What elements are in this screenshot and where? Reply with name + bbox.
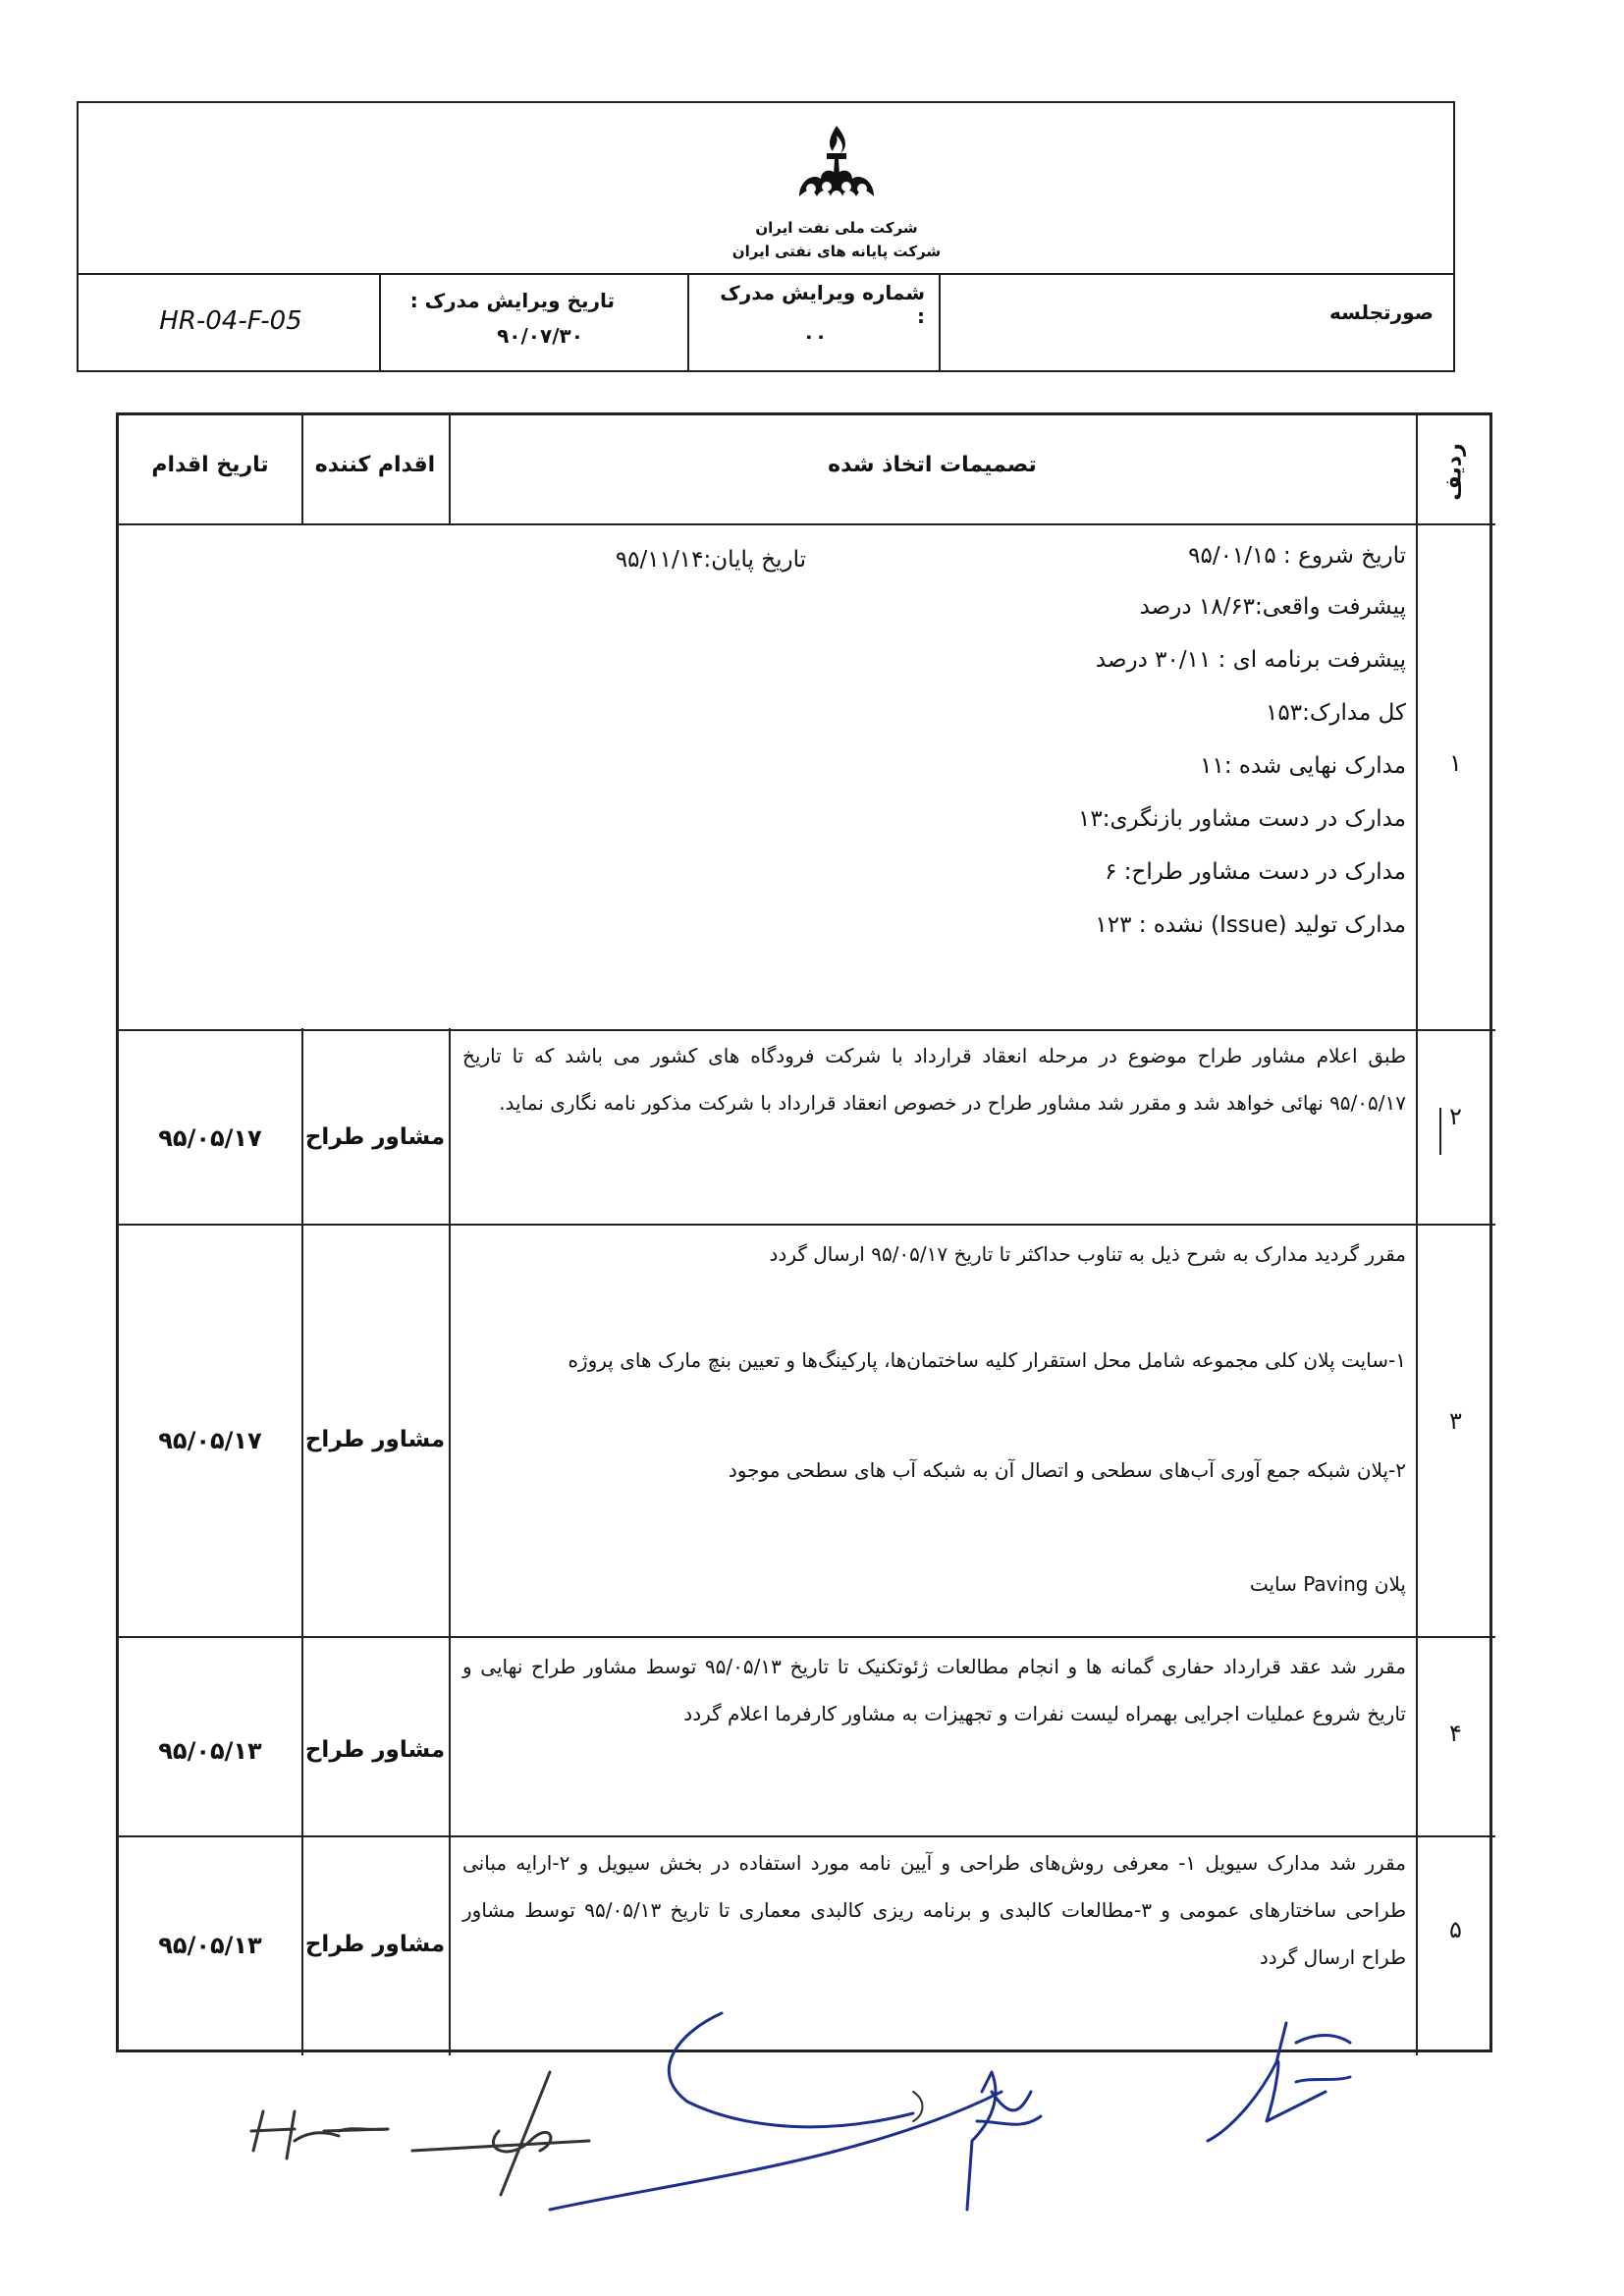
row-5-number: ۵: [1449, 1916, 1462, 1943]
signature-5: [1208, 2023, 1350, 2141]
company-name: شرکت ملی نفت ایران: [755, 219, 918, 237]
col-header-actor: اقدام کننده: [314, 453, 436, 477]
row-3-item-3: پلان Paving سایت: [1249, 1572, 1406, 1596]
row-5-date: ۹۵/۰۵/۱۳: [158, 1932, 262, 1959]
nioc-flame-logo-icon: [787, 118, 886, 216]
revision-number-label: شماره ویرایش مدرک :: [720, 281, 925, 328]
revision-date-value: ۹۰/۰۷/۳۰: [497, 324, 583, 348]
row-5-actor: مشاور طراح: [304, 1932, 446, 1957]
decisions-table: [116, 412, 1492, 2052]
signature-1: [251, 2111, 388, 2159]
row-3-date: ۹۵/۰۵/۱۷: [158, 1427, 262, 1454]
row-2-actor: مشاور طراح: [304, 1124, 446, 1150]
header-info-row: [79, 275, 1453, 370]
row-1-final-docs: مدارک نهایی شده :۱۱: [1200, 753, 1406, 779]
col-header-decisions: تصمیمات اتخاذ شده: [828, 453, 1037, 477]
subsidiary-name: شرکت پایانه های نفتی ایران: [731, 243, 942, 260]
signature-3: [550, 2013, 1001, 2210]
row-2-decision-text: طبق اعلام مشاور طراح موضوع در مرحله انعقاد قرارداد با شرکت فرودگاه های کشور می باشد که تا تاریخ ۹۵/۰۵/۱۷ نهائی خواهد شد و مقرر شد مشاور طراح در خصوص انعقاد قرارداد با شرکت مذکور نامه نگاری نماید.: [462, 1044, 1406, 1115]
col-header-row: ردیف: [1441, 442, 1467, 501]
row-1-review-docs: مدارک در دست مشاور بازنگری:۱۳: [1077, 806, 1406, 832]
row-1-design-docs: مدارک در دست مشاور طراح: ۶: [1105, 859, 1406, 885]
row-3-actor: مشاور طراح: [304, 1427, 446, 1452]
row-4-actor: مشاور طراح: [304, 1737, 446, 1763]
form-code: HR-04-F-05: [159, 306, 302, 336]
row-1-actual-progress: پیشرفت واقعی:۱۸/۶۳ درصد: [1139, 594, 1406, 620]
signature-4: [967, 2072, 1041, 2210]
row-3-item-2: ۲-پلان شبکه جمع آوری آب‌های سطحی و اتصال آن به شبکه آب های سطحی موجود: [728, 1458, 1406, 1482]
col-header-action-date: تاریخ اقدام: [151, 453, 269, 477]
row-4-decision-text: مقرر شد عقد قرارداد حفاری گمانه ها و انجام مطالعات ژئوتکنیک تا تاریخ ۹۵/۰۵/۱۳ توسط مشاور طراح نهایی و تاریخ شروع عملیات اجرایی بهمراه لیست نفرات و تجهیزات به مشاور کارفرما اعلام گردد: [462, 1655, 1406, 1725]
doc-title: صورتجلسه: [1329, 301, 1434, 324]
row-1-end-date: تاریخ پایان:۹۵/۱۱/۱۴: [615, 547, 806, 573]
row-3-intro-text: مقرر گردید مدارک به شرح ذیل به تناوب حداکثر تا تاریخ ۹۵/۰۵/۱۷ ارسال گردد: [769, 1242, 1406, 1266]
row-2-date: ۹۵/۰۵/۱۷: [158, 1124, 262, 1152]
row-3-item-1: ۱-سایت پلان کلی مجموعه شامل محل استقرار کلیه ساختمان‌ها، پارکینگ‌ها و تعیین بنچ مارک های پروژه: [568, 1348, 1406, 1372]
signature-2: [412, 2072, 589, 2195]
signature-stray-mark: [913, 2092, 922, 2121]
row-1-total-docs: کل مدارک:۱۵۳: [1266, 700, 1406, 726]
row-4-date: ۹۵/۰۵/۱۳: [158, 1737, 262, 1765]
row-1-planned-progress: پیشرفت برنامه ای : ۳۰/۱۱ درصد: [1095, 647, 1406, 673]
revision-number-value: ۰۰: [802, 324, 828, 348]
row-1-start-date: تاریخ شروع : ۹۵/۰۱/۱۵: [1188, 543, 1406, 569]
document-header: [77, 101, 1455, 372]
row-4-number: ۴: [1449, 1720, 1462, 1747]
revision-date-label: تاریخ ویرایش مدرک :: [409, 289, 615, 312]
signatures-area: [0, 1984, 1624, 2296]
header-logo-area: [79, 103, 1453, 275]
row-1-number: ۱: [1449, 749, 1462, 777]
row-1-not-issued-docs: مدارک تولید (Issue) نشده : ۱۲۳: [1095, 912, 1406, 938]
row-5-decision-text: مقرر شد مدارک سیویل ۱- معرفی روش‌های طراحی و آیین نامه مورد استفاده در بخش سیویل و ۲-ارایه مبانی طراحی ساختارهای عمومی و ۳-مطالعات کالبدی و برنامه ریزی کالبدی معماری تا تاریخ ۹۵/۰۵/۱۳ توسط مشاور طراح ارسال گردد: [462, 1851, 1406, 1969]
row-3-number: ۳: [1449, 1407, 1462, 1435]
row-2-number: ۲: [1449, 1103, 1462, 1130]
